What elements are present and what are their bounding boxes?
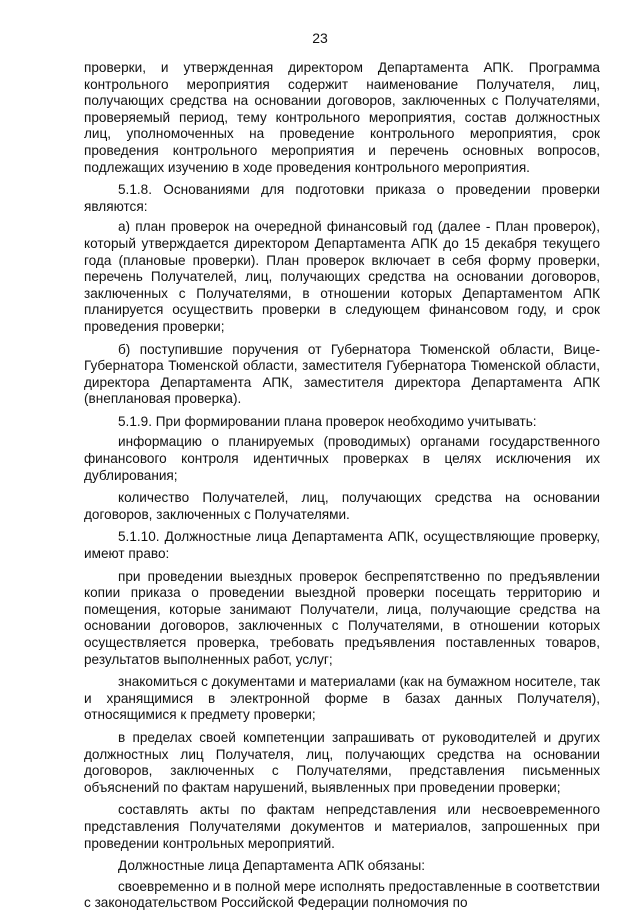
paragraph-5-1-10: 5.1.10. Должностные лица Департамента АПК, осуществляющие проверку, имеют право: (84, 529, 600, 562)
paragraph-obligation-first: своевременно и в полной мере исполнять предоставленные в соответствии с законодательством Российской Федерации полномочия по (84, 878, 600, 911)
paragraph-right-acts: составлять акты по фактам непредставления или несвоевременного представления Получателями документов и материалов, запрошенных при проведении контрольных мероприятий. (84, 802, 600, 851)
paragraph-right-visit: при проведении выездных проверок беспрепятственно по предъявлении копии приказа о проведении выездной проверки посещать территорию и помещения, которые занимают Получатели, лица, получающие средства на основании договоров, заключенных с Получателями, в отношении которых осуществляется проверка, требовать предъявления поставленных товаров, результатов выполненных работ, услуг; (84, 568, 600, 667)
paragraph-information: информацию о планируемых (проводимых) органами государственного финансового контроля идентичных проверках в целях исключения их дублирования; (84, 434, 600, 483)
page-number: 23 (312, 30, 328, 46)
document-body (84, 60, 600, 918)
paragraph-program-continuation: проверки, и утвержденная директором Департамента АПК. Программа контрольного мероприятия содержит наименование Получателя, лиц, получающих средства на основании договоров, заключенных с Получателями, проверяемый период, тему контрольного мероприятия, состав должностных лиц, уполномоченных на проведение контрольного мероприятия, срок проведения контрольного мероприятия и перечень основных вопросов, подлежащих изучению в ходе проведения контрольного мероприятия. (84, 60, 600, 175)
paragraph-obligations: Должностные лица Департамента АПК обязаны: (118, 858, 426, 874)
paragraph-item-b: б) поступившие поручения от Губернатора Тюменской области, Вице-Губернатора Тюменской области, заместителя Губернатора Тюменской области, директора Департамента АПК, заместителя директора Департамента АПК (внеплановая проверка). (84, 341, 600, 407)
paragraph-right-request: в пределах своей компетенции запрашивать от руководителей и других должностных лиц Получателя, лиц, получающих средства на основании договоров, заключенных с Получателями, представления письменных объяснений по фактам нарушений, выявленных при проведении проверки; (84, 729, 600, 795)
paragraph-item-a: а) план проверок на очередной финансовый год (далее - План проверок), который утверждается директором Департамента АПК до 15 декабря текущего года (плановые проверки). План проверок включает в себя форму проверки, перечень Получателей, лиц, получающих средства на основании договоров, заключенных с Получателями, в отношении которых Департаментом АПК планируется осуществить проверки в следующем финансовом году, и срок проведения проверки; (84, 219, 600, 334)
paragraph-recipient-count: количество Получателей, лиц, получающих средства на основании договоров, заключенных с Получателями. (84, 490, 600, 522)
paragraph-5-1-8: 5.1.8. Основаниями для подготовки приказа о проведении проверки являются: (84, 182, 600, 214)
paragraph-right-documents: знакомиться с документами и материалами (как на бумажном носителе, так и хранящимися в электронной форме в базах данных Получателя), относящимися к предмету проверки; (84, 674, 600, 723)
paragraph-5-1-9: 5.1.9. При формировании плана проверок необходимо учитывать: (118, 413, 537, 429)
